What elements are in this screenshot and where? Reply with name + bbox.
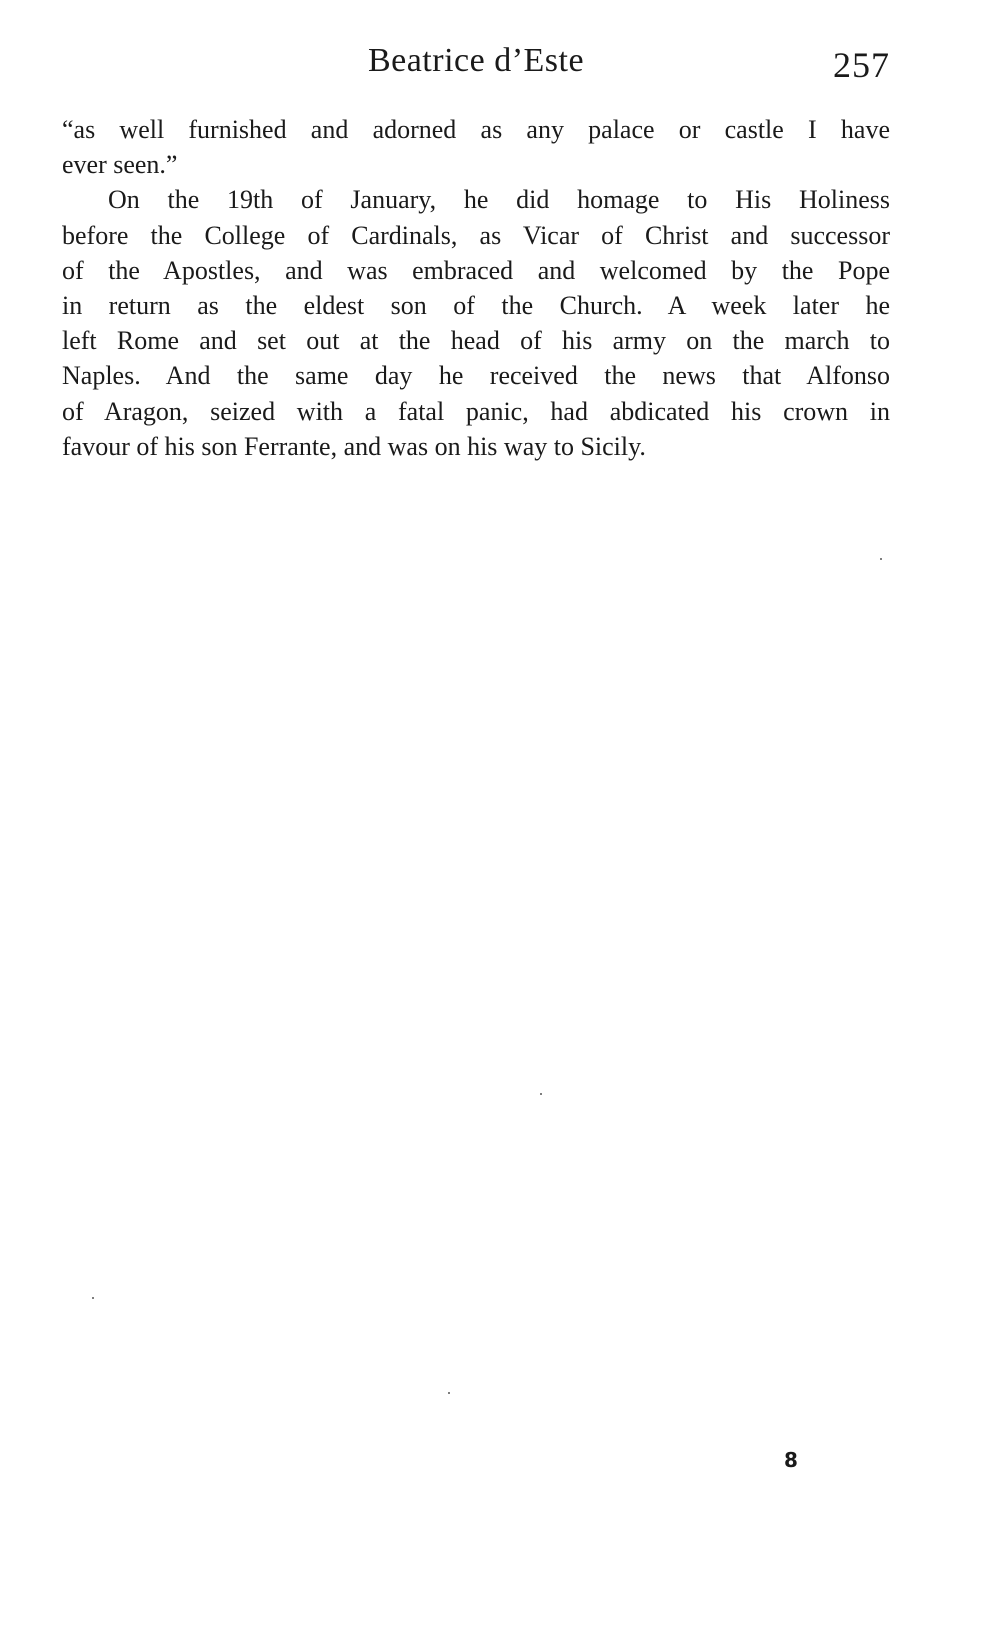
text-line: Naples. And the same day he received the news that Alfonso: [62, 361, 890, 391]
text-line: in return as the eldest son of the Church. A week later he: [62, 291, 890, 321]
scan-speck: [448, 1392, 450, 1394]
signature-mark: 8: [784, 1448, 798, 1472]
body-text: [62, 112, 890, 464]
running-head: [62, 40, 890, 90]
text-line: before the College of Cardinals, as Vicar of Christ and successor: [62, 220, 890, 250]
running-title: Beatrice d’Este: [367, 42, 585, 79]
text-line: ever seen.”: [62, 150, 178, 180]
text-line: left Rome and set out at the head of his army on the march to: [62, 326, 890, 356]
text-line: of the Apostles, and was embraced and welcomed by the Pope: [62, 255, 890, 285]
page-number: 257: [833, 45, 890, 85]
text-line: of Aragon, seized with a fatal panic, had abdicated his crown in: [62, 396, 890, 426]
scan-speck: [92, 1297, 94, 1299]
text-line: favour of his son Ferrante, and was on his way to Sicily.: [62, 431, 646, 461]
text-line: On the 19th of January, he did homage to His Holiness: [108, 185, 890, 215]
scan-speck: [540, 1093, 542, 1095]
text-line: “as well furnished and adorned as any palace or castle I have: [62, 115, 890, 144]
scan-speck: [880, 558, 882, 560]
